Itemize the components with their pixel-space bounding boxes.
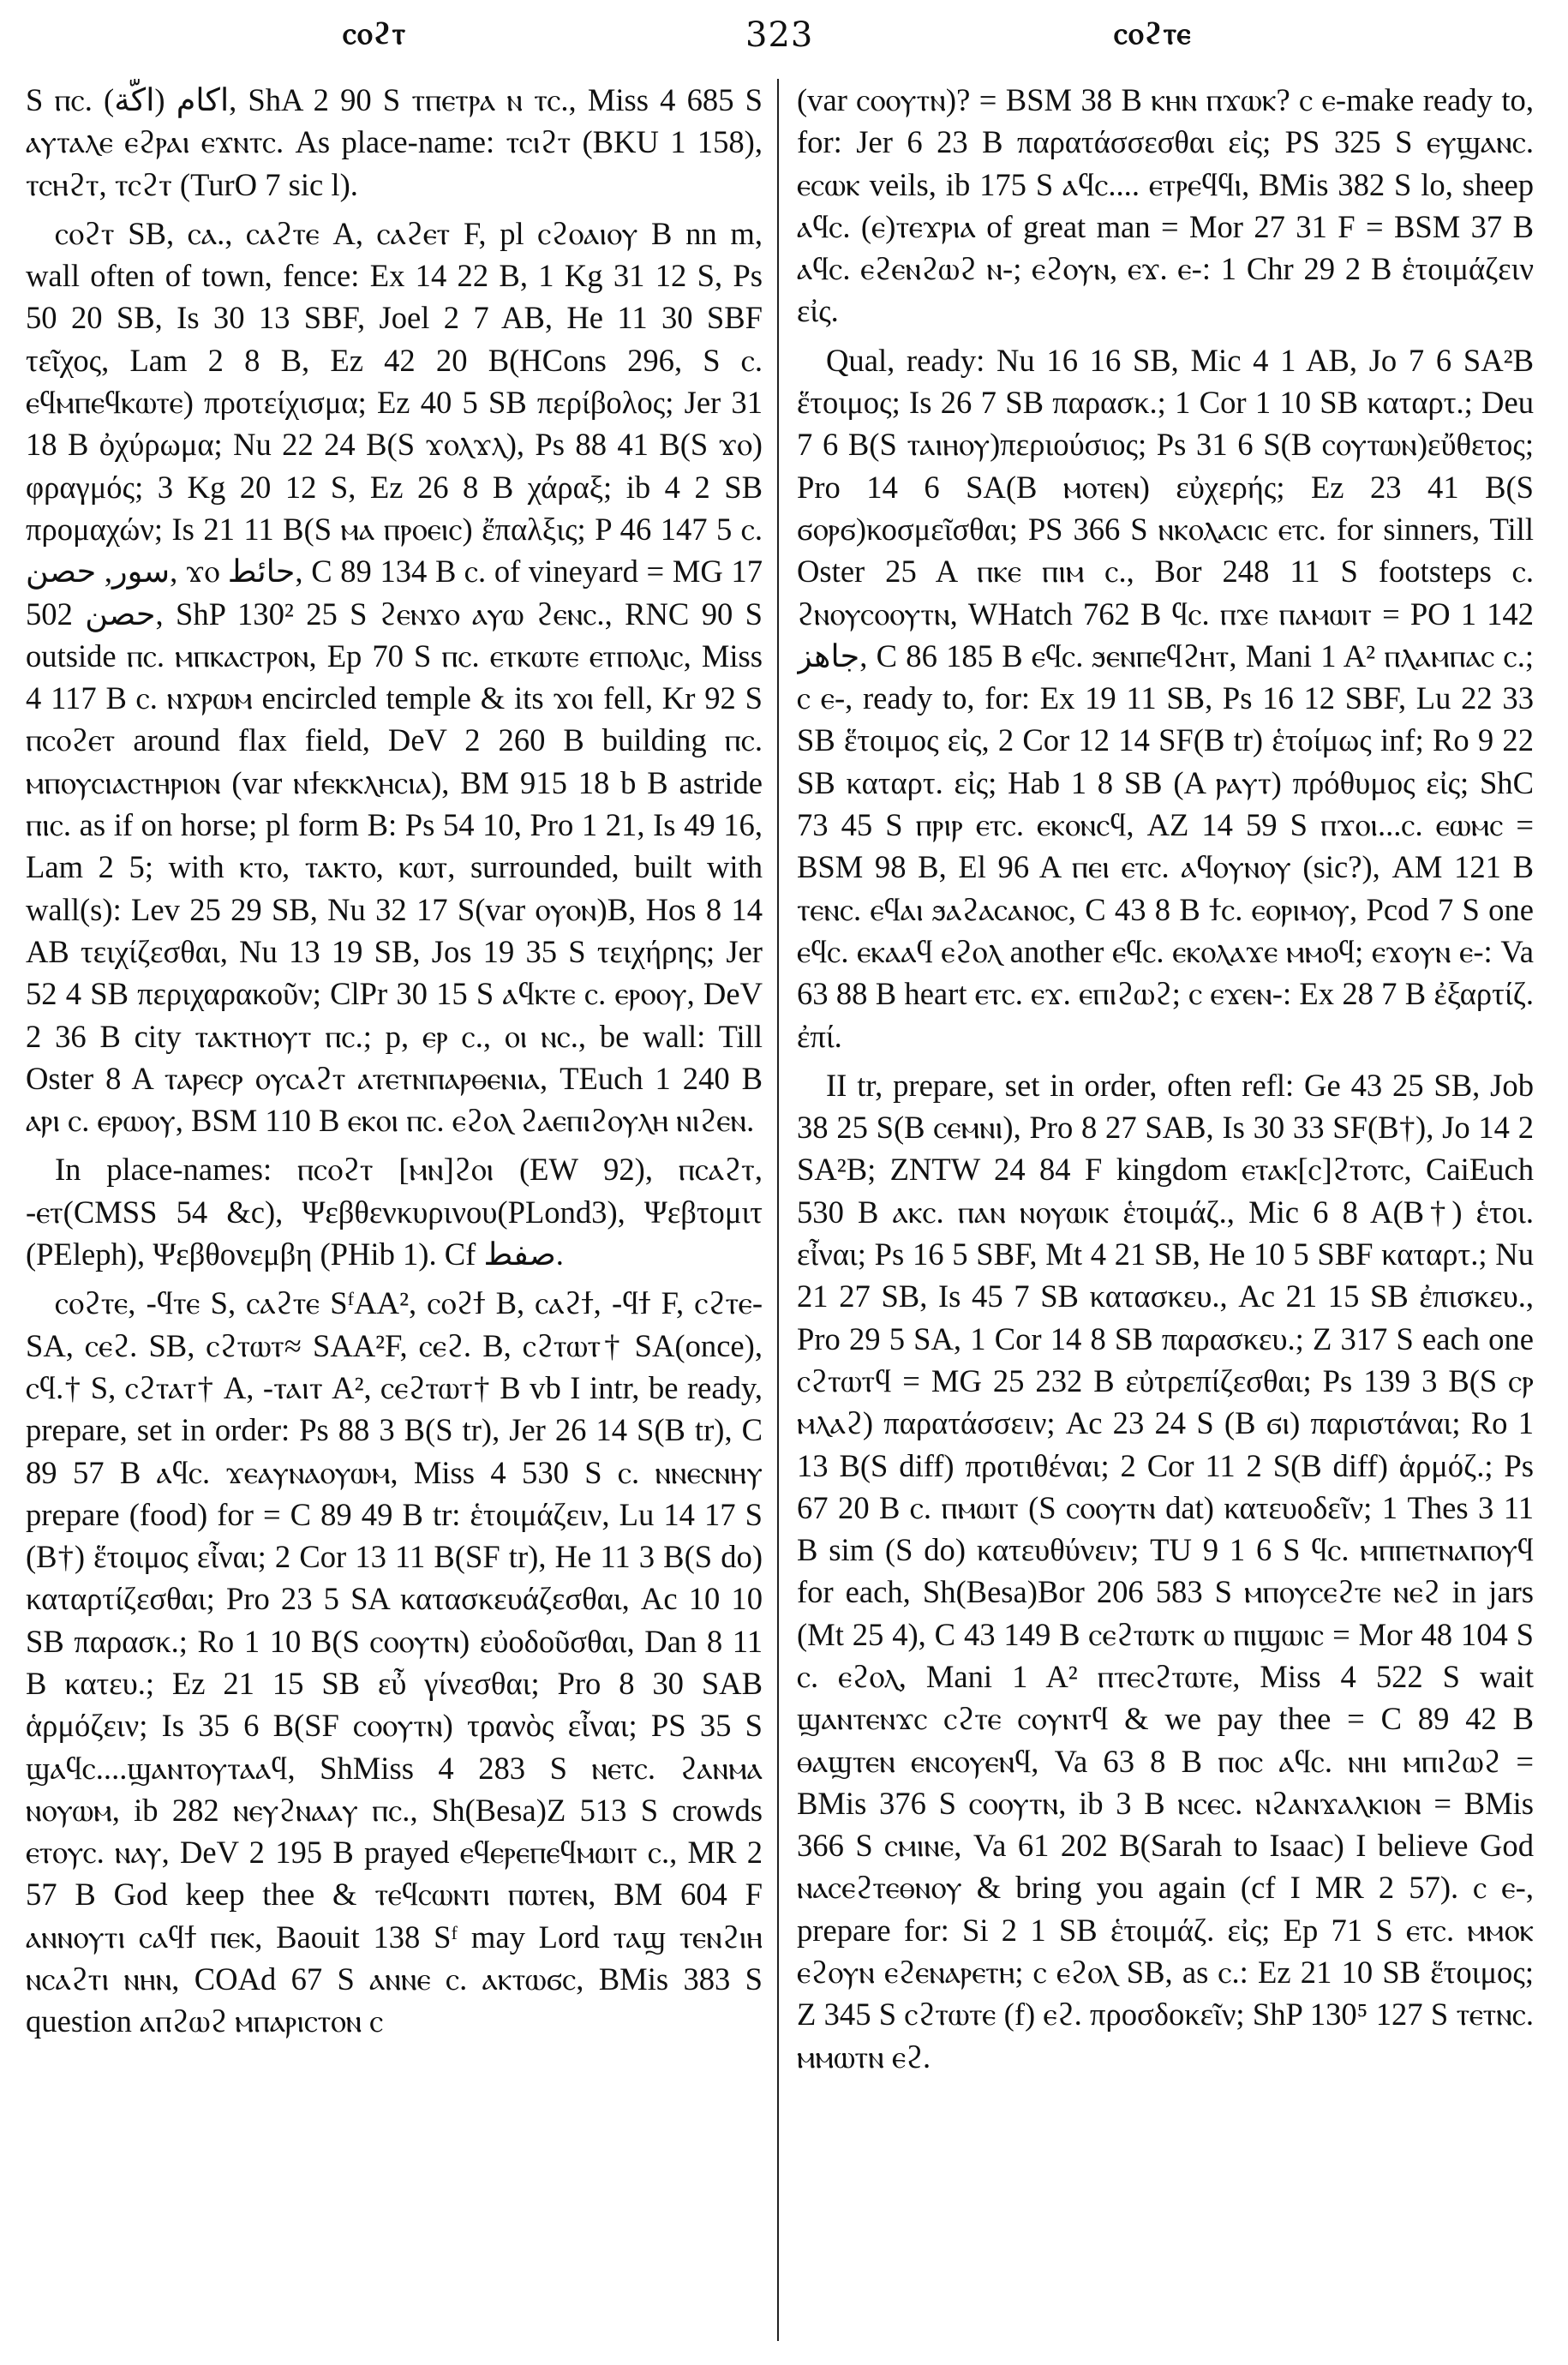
left-column [26,79,763,2341]
entry-sohte-continued: (var ⲥⲟⲟⲩⲧⲛ)? = BSM 38 B ⲕⲏⲛ ⲡϫⲱⲕ? ⲥ ⲉ-make ready to, for: Jer 6 23 B παρατάσσεσθαι εἰς; PS 325 S ⲉⲩϣⲁⲛⲥ. ⲉⲥⲱⲕ veils, ib 175 S ⲁϥⲥ.... ⲉⲧⲣⲉϥϥⲓ, BMis 382 S lo, sheep ⲁϥⲥ. (ⲉ)ⲧⲉϫⲣⲓⲁ of great man = Mor 27 31 F = BSM 37 B ⲁϥⲥ. ⲉϩⲉⲛϩⲱϩ ⲛ-; ⲉϩⲟⲩⲛ, ⲉϫ. ⲉ-: 1 Chr 29 2 B ἑτοιμάζειν εἰς. [797,82,1534,329]
page-number: 323 [745,15,814,55]
entry-sohte: ⲥⲟϩⲧⲉ, -ϥⲧⲉ S, ⲥⲁϩⲧⲉ SᶠAA², ⲥⲟϩϯ B, ⲥⲁϩϯ, -ϥϯ F, ⲥϩⲧⲉ- SA, ⲥⲉϩ. SB, ⲥϩⲧⲱⲧ≈ SAA²F, ⲥⲉϩ. B, ⲥϩⲧⲱⲧ† SA(once), ⲥϥ.† S, ⲥϩⲧⲁⲧ† A, -ⲧⲁⲓⲧ A², ⲥⲉϩⲧⲱⲧ† B vb I intr, be ready, prepare, set in order: Ps 88 3 B(S tr), Jer 26 14 S(B tr), C 89 57 B ⲁϥⲥ. ϫⲉⲁⲩⲛⲁⲟⲩⲱⲙ, Miss 4 530 S ⲥ. ⲛⲛⲉⲥⲛⲏⲩ prepare (food) for = C 89 49 B tr: ἑτοιμάζειν, Lu 14 17 S (B†) ἕτοιμος εἶναι; 2 Cor 13 11 B(SF tr), He 11 3 B(S do) καταρτίζεσθαι; Pro 23 5 SA κατασκευάζεσθαι, Ac 10 10 SB παρασκ.; Ro 1 10 B(S ⲥⲟⲟⲩⲧⲛ) εὐοδοῦσθαι, Dan 8 11 B κατευ.; Ez 21 15 SB εὖ γίνεσθαι; Pro 8 30 SAB ἁρμόζειν; Is 35 6 B(SF ⲥⲟⲟⲩⲧⲛ) τρανὸς εἶναι; PS 35 S ϣⲁϥⲥ....ϣⲁⲛⲧⲟⲩⲧⲁⲁϥ, ShMiss 4 283 S ⲛⲉⲧⲥ. ϩⲁⲛⲙⲁ ⲛⲟⲩⲱⲙ, ib 282 ⲛⲉⲩϩⲛⲁⲁⲩ ⲡⲥ., Sh(Besa)Z 513 S crowds ⲉⲧⲟⲩⲥ. ⲛⲁⲩ, DeV 2 195 B prayed ⲉϥⲉⲣⲉⲡⲉϥⲙⲱⲓⲧ ⲥ., MR 2 57 B God keep thee & ⲧⲉϥⲥⲱⲛⲧⲓ ⲡⲱⲧⲉⲛ, BM 604 F ⲁⲛⲛⲟⲩⲧⲓ ⲥⲁϥϯ ⲡⲉⲕ, Baouit 138 Sᶠ may Lord ⲧⲁϣ ⲧⲉⲛϩⲓⲏ ⲛⲥⲁϩⲧⲓ ⲛⲏⲛ, COAd 67 S ⲁⲛⲛⲉ ⲥ. ⲁⲕⲧⲱϭⲥ, BMis 383 S question ⲁⲡϩⲱϩ ⲙⲡⲁⲣⲓⲥⲧⲟⲛ ⲥ [26,1285,763,2039]
running-head-left: ⲥⲟϩⲧ [343,15,407,51]
qualitative-section: Qual, ready: Nu 16 16 SB, Mic 4 1 AB, Jo 7 6 SA²B ἕτοιμος; Is 26 7 SB παρασκ.; 1 Cor 1 10 SB καταρτ.; Deu 7 6 B(S ⲧⲁⲓⲏⲟⲩ)περιούσιος; Ps 31 6 S(B ⲥⲟⲩⲧⲱⲛ)εὔθετος; Pro 14 6 SA(B ⲙⲟⲧⲉⲛ) εὐχερής; Ez 23 41 B(S ϭⲟⲣϭ)κοσμεῖσθαι; PS 366 S ⲛⲕⲟⲗⲁⲥⲓⲥ ⲉⲧⲥ. for sinners, Till Oster 25 A ⲡⲕⲉ ⲡⲓⲙ ⲥ., Bor 248 11 S footsteps ⲥ. ϩⲛⲟⲩⲥⲟⲟⲩⲧⲛ, WHatch 762 B ϥⲥ. ⲡϫⲉ ⲡⲁⲙⲱⲓⲧ = PO 1 142 جاهز, C 86 185 B ⲉϥⲥ. ϧⲉⲛⲡⲉϥϩⲏⲧ, Mani 1 A² ⲡⲗⲁⲙⲡⲁⲥ ⲥ.; ⲥ ⲉ-, ready to, for: Ex 19 11 SB, Ps 16 12 SBF, Lu 22 33 SB ἕτοιμος εἰς, 2 Cor 12 14 SF(B tr) ἑτοίμως inf; Ro 9 22 SB καταρτ. εἰς; Hab 1 8 SB (A ⲣⲁⲩⲧ) πρόθυμος εἰς; ShC 73 45 S ⲡⲣⲓⲣ ⲉⲧⲥ. ⲉⲕⲟⲛⲥϥ, AZ 14 59 S ⲡϫⲟⲓ...ⲥ. ⲉⲱⲙⲥ = BSM 98 B, El 96 A ⲡⲉⲓ ⲉⲧⲥ. ⲁϥⲟⲩⲛⲟⲩ (sic?), AM 121 B ⲧⲉⲛⲥ. ⲉϥⲁⲓ ϧⲁϩⲁⲥⲁⲛⲟⲥ, C 43 8 B ϯⲥ. ⲉⲟⲣⲓⲙⲟⲩ, Pcod 7 S one ⲉϥⲥ. ⲉⲕⲁⲁϥ ⲉϩⲟⲗ another ⲉϥⲥ. ⲉⲕⲟⲗⲁϫⲉ ⲙⲙⲟϥ; ⲉϫⲟⲩⲛ ⲉ-: Va 63 88 B heart ⲉⲧⲥ. ⲉϫ. ⲉⲡⲓϩⲱϩ; ⲥ ⲉϫⲉⲛ-: Ex 28 7 B ἐξαρτίζ. ἐπί. [797,342,1534,1054]
entry-continuation: S ⲡⲥ. اكام (اكّة), ShA 2 90 S ⲧⲡⲉⲧⲣⲁ ⲛ ⲧⲥ., Miss 4 685 S ⲁⲩⲧⲁⲗⲉ ⲉϩⲣⲁⲓ ⲉϫⲛⲧⲥ. As place-name: ⲧⲥⲓϩⲧ (BKU 1 158), ⲧⲥⲏϩⲧ, ⲧⲥϩⲧ (TurO 7 sic l). [26,82,763,202]
transitive-section: II tr, prepare, set in order, often refl: Ge 43 25 SB, Job 38 25 S(B ⲥⲉⲙⲛⲓ), Pro 8 27 SAB, Is 30 33 SF(B†), Jo 14 2 SA²B; ZNTW 24 84 F kingdom ⲉⲧⲁⲕ[ⲥ]ϩⲧⲟⲧⲥ, CaiEuch 530 B ⲁⲕⲥ. ⲡⲁⲛ ⲛⲟⲩⲱⲓⲕ ἑτοιμάζ., Mic 6 8 A(B†) ἑτοι. εἶναι; Ps 16 5 SBF, Mt 4 21 SB, He 10 5 SBF καταρτ.; Nu 21 27 SB, Is 45 7 SB κατασκευ., Ac 21 15 SB ἐπισκευ., Pro 29 5 SA, 1 Cor 14 8 SB παρασκευ.; Z 317 S each one ⲥϩⲧⲱⲧϥ = MG 25 232 B εὐτρεπίζεσθαι; Ps 139 3 B(S ⲥⲣ ⲙⲗⲁϩ) παρατάσσειν; Ac 23 24 S (B ϭⲓ) παριστάναι; Ro 1 13 B(S diff) προτιθέναι; 2 Cor 11 2 S(B diff) ἁρμόζ.; Ps 67 20 B ⲥ. ⲡⲙⲱⲓⲧ (S ⲥⲟⲟⲩⲧⲛ dat) κατευοδεῖν; 1 Thes 3 11 B sim (S do) κατευθύνειν; TU 9 1 6 S ϥⲥ. ⲙⲡⲡⲉⲧⲛⲁⲡⲟⲩϥ for each, Sh(Besa)Bor 206 583 S ⲙⲡⲟⲩⲥⲉϩⲧⲉ ⲛⲉϩ in jars (Mt 25 4), C 43 149 B ⲥⲉϩⲧⲱⲧⲕ ⲱ ⲡⲓϣⲱⲓⲥ = Mor 48 104 S ⲥ. ⲉϩⲟⲗ, Mani 1 A² ⲡⲧⲉⲥϩⲧⲱⲧⲉ, Miss 4 522 S wait ϣⲁⲛⲧⲉⲛϫⲥ ⲥϩⲧⲉ ⲥⲟⲩⲛⲧϥ & we pay thee = C 89 42 B ⲑⲁϣⲧⲉⲛ ⲉⲛⲥⲟⲩⲉⲛϥ, Va 63 8 B ⲡⲟⲥ ⲁϥⲥ. ⲛⲏⲓ ⲙⲡⲓϩⲱϩ = BMis 376 S ⲥⲟⲟⲩⲧⲛ, ib 3 B ⲛⲥⲉⲥ. ⲛϩⲁⲛϫⲁⲗⲕⲓⲟⲛ = BMis 366 S ⲥⲙⲓⲛⲉ, Va 61 202 B(Sarah to Isaac) I believe God ⲛⲁⲥⲉϩⲧⲉⲑⲛⲟⲩ & bring you again (cf I MR 2 57). ⲥ ⲉ-, prepare for: Si 2 1 SB ἑτοιμάζ. εἰς; Ep 71 S ⲉⲧⲥ. ⲙⲙⲟⲕ ⲉϩⲟⲩⲛ ⲉϩⲉⲛⲁⲣⲉⲧⲏ; ⲥ ⲉϩⲟⲗ SB, as ⲥ.: Ez 21 10 SB ἕτοιμος; Z 345 S ⲥϩⲧⲱⲧⲉ (f) ⲉϩ. προσδοκεῖν; ShP 130⁵ 127 S ⲧⲉⲧⲛⲥ. ⲙⲙⲱⲧⲛ ⲉϩ. [797,1067,1534,2075]
column-divider [777,79,779,2341]
place-names-paragraph: In place-names: ⲡⲥⲟϩⲧ [ⲙⲛ]ϩⲟⲓ (EW 92), ⲡⲥⲁϩⲧ, -ⲉⲧ(CMSS 54 &c), Ψεβθενκυρινου(PLond3), Ψεβτομιτ (PEleph), Ψεβθονεμβη (PHib 1). Cf صفط. [26,1152,763,1272]
right-column [797,79,1534,2341]
running-head-right: ⲥⲟϩⲧⲉ [1114,15,1192,51]
entry-soht: ⲥⲟϩⲧ SB, ⲥⲁ., ⲥⲁϩⲧⲉ A, ⲥⲁϩⲉⲧ F, pl ⲥϩⲟⲁⲓⲟⲩ B nn m, wall often of town, fence: Ex 14 22 B, 1 Kg 31 12 S, Ps 50 20 SB, Is 30 13 SBF, Joel 2 7 AB, He 11 30 SBF τεῖχος, Lam 2 8 B, Ez 42 20 B(HCons 296, S ⲥ. ⲉϥⲙⲡⲉϥⲕⲱⲧⲉ) προτείχισμα; Ez 40 5 SB περίβολος; Jer 31 18 B ὀχύρωμα; Nu 22 24 B(S ϫⲟⲗϫⲗ), Ps 88 41 B(S ϫⲟ) φραγμός; 3 Kg 20 12 S, Ez 26 8 B χάραξ; ib 4 2 SB προμαχών; Is 21 11 B(S ⲙⲁ ⲡⲣⲟⲉⲓⲥ) ἔπαλξις; P 46 147 5 ⲥ. سور, حصن, ϫⲟ حائط, C 89 134 B ⲥ. of vineyard = MG 17 502 حصن, ShP 130² 25 S ϩⲉⲛϫⲟ ⲁⲩⲱ ϩⲉⲛⲥ., RNC 90 S outside ⲡⲥ. ⲙⲡⲕⲁⲥⲧⲣⲟⲛ, Ep 70 S ⲡⲥ. ⲉⲧⲕⲱⲧⲉ ⲉⲧⲡⲟⲗⲓⲥ, Miss 4 117 B ⲥ. ⲛϫⲣⲱⲙ encircled temple & its ϫⲟⲓ fell, Kr 92 S ⲡⲥⲟϩⲉⲧ around flax field, DeV 2 260 B building ⲡⲥ. ⲙⲡⲟⲩⲥⲓⲁⲥⲧⲏⲣⲓⲟⲛ (var ⲛϯⲉⲕⲕⲗⲏⲥⲓⲁ), BM 915 18 b B astride ⲡⲓⲥ. as if on horse; pl form B: Ps 54 10, Pro 1 21, Is 49 16, Lam 2 5; with ⲕⲧⲟ, ⲧⲁⲕⲧⲟ, ⲕⲱⲧ, surrounded, built with wall(s): Lev 25 29 SB, Nu 32 17 S(var ⲟⲩⲟⲛ)B, Hos 8 14 AB τειχίζεσθαι, Nu 13 19 SB, Jos 19 35 S τειχήρης; Jer 52 4 SB περιχαρακοῦν; ClPr 30 15 S ⲁϥⲕⲧⲉ ⲥ. ⲉⲣⲟⲟⲩ, DeV 2 36 B city ⲧⲁⲕⲧⲏⲟⲩⲧ ⲡⲥ.; p, ⲉⲣ ⲥ., ⲟⲓ ⲛⲥ., be wall: Till Oster 8 A ⲧⲁⲣⲉⲥⲣ ⲟⲩⲥⲁϩⲧ ⲁⲧⲉⲧⲛⲡⲁⲣⲑⲉⲛⲓⲁ, TEuch 1 240 B ⲁⲣⲓ ⲥ. ⲉⲣⲱⲟⲩ, BSM 110 B ⲉⲕⲟⲓ ⲡⲥ. ⲉϩⲟⲗ ϩⲁⲉⲡⲓϩⲟⲩⲗⲏ ⲛⲓϩⲉⲛ. [26,215,763,1139]
page-header [26,15,1542,67]
